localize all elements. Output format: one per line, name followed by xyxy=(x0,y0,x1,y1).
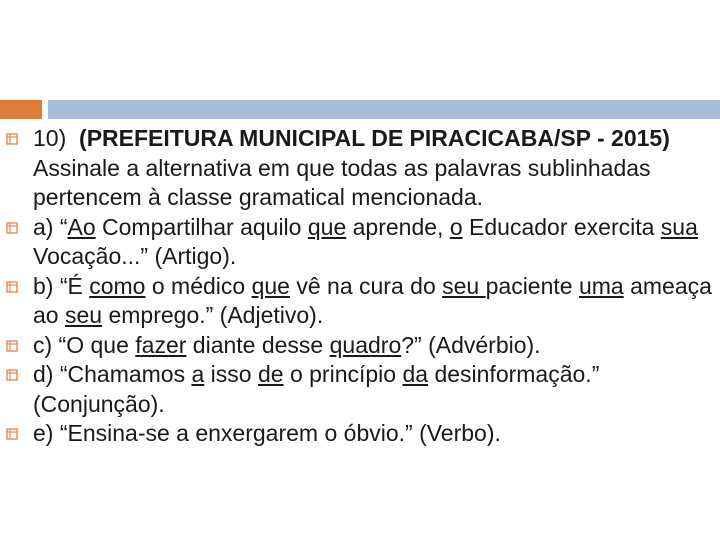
underlined-word: da xyxy=(402,361,429,387)
option-text: Educador exercita xyxy=(462,213,661,240)
option-c xyxy=(0,331,720,361)
underlined-word: fazer xyxy=(135,331,187,358)
underlined-word: seu xyxy=(64,302,103,328)
option-b xyxy=(0,272,720,331)
option-text: Compartilhar aquilo xyxy=(95,213,308,240)
option-a xyxy=(0,213,720,272)
option-text: e) “Ensina-se a enxergarem o óbvio.” (Verbo). xyxy=(33,420,501,446)
option-text: diante desse xyxy=(186,331,330,358)
underlined-word: a xyxy=(191,361,205,387)
underlined-word: uma xyxy=(578,272,624,299)
option-d xyxy=(0,360,720,419)
underlined-word: sua xyxy=(660,213,698,240)
square-bullet-icon xyxy=(6,281,18,293)
underlined-word: que xyxy=(307,213,347,240)
square-bullet-icon xyxy=(6,133,18,145)
question-number: 10) xyxy=(33,125,67,151)
option-text: c) “O que xyxy=(33,331,136,358)
option-text: vê na cura do xyxy=(289,272,443,299)
option-text: a) “ xyxy=(33,213,68,240)
option-text: b) “É xyxy=(33,272,90,299)
option-text: d) “Chamamos xyxy=(33,361,192,387)
option-text: emprego.” (Adjetivo). xyxy=(102,302,324,328)
square-bullet-icon xyxy=(6,340,18,352)
option-text: o princípio xyxy=(283,361,403,387)
square-bullet-icon xyxy=(6,428,18,440)
underlined-word: seu xyxy=(442,272,486,299)
underlined-word: que xyxy=(251,272,290,299)
underlined-word: como xyxy=(89,272,146,299)
option-text: paciente xyxy=(485,272,579,299)
option-text: isso xyxy=(204,361,258,387)
question-statement: Assinale a alternativa em que todas as palavras sublinhadas pertencem à classe gramatical mencionada. xyxy=(33,154,651,210)
option-text: ameaça ao xyxy=(33,272,712,328)
question-source: (PREFEITURA MUNICIPAL DE PIRACICABA/SP - 2015) xyxy=(79,125,670,151)
underlined-word: quadro xyxy=(329,331,402,358)
header-accent-blue-bar xyxy=(48,100,720,119)
header-accent-orange-bar xyxy=(0,100,42,119)
option-text: aprende, xyxy=(346,213,450,240)
option-text: Vocação...” (Artigo). xyxy=(33,243,237,269)
underlined-word: Ao xyxy=(67,213,96,240)
option-text: desinformação.” (Conjunção). xyxy=(33,361,600,417)
square-bullet-icon xyxy=(6,222,18,234)
option-text: o médico xyxy=(145,272,252,299)
underlined-word: o xyxy=(449,213,463,240)
option-e xyxy=(0,419,720,449)
square-bullet-icon xyxy=(6,369,18,381)
underlined-word: de xyxy=(257,361,284,387)
question-item xyxy=(0,124,720,213)
option-text: ?” (Advérbio). xyxy=(401,331,541,358)
slide-content xyxy=(0,124,720,540)
